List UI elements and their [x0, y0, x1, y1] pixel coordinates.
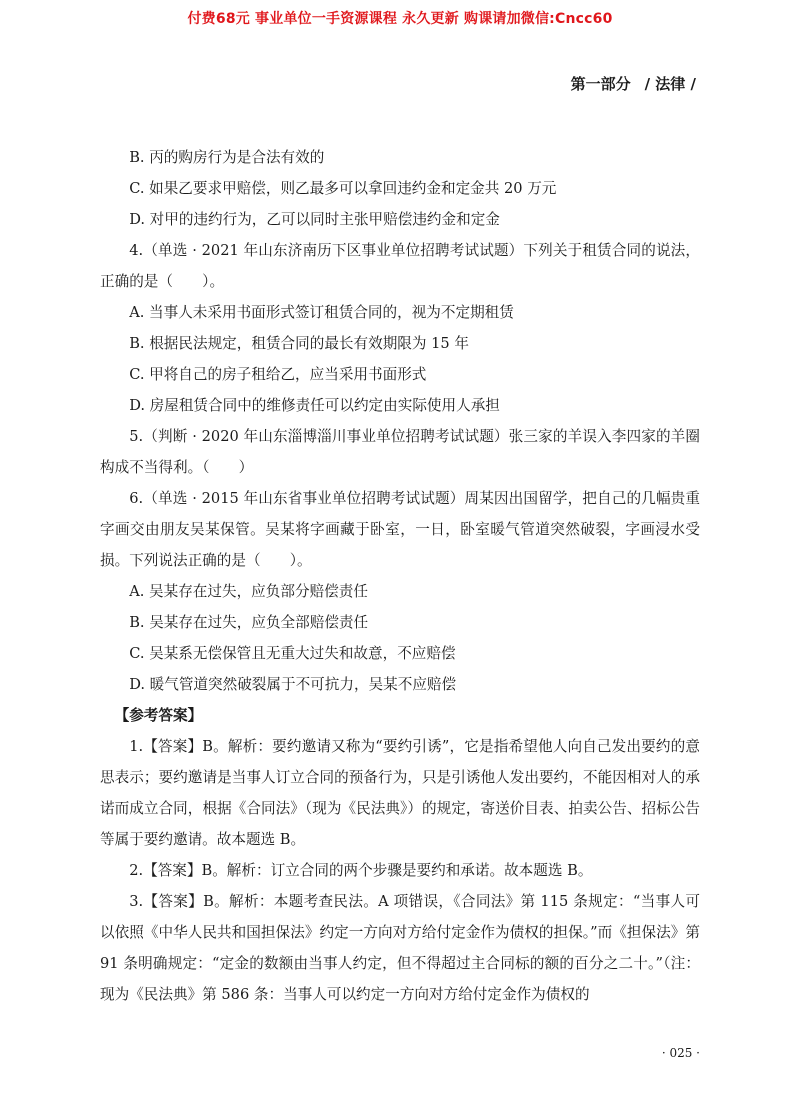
- answer-2: 2.【答案】B。解析：订立合同的两个步骤是要约和承诺。故本题选 B。: [129, 862, 593, 879]
- promo-banner: 付费68元 事业单位一手资源课程 永久更新 购课请加微信:Cncc60: [187, 11, 613, 27]
- question-4: 4.（单选 · 2021 年山东济南历下区事业单位招聘考试试题）下列关于租赁合同的说法，正确的是（ ）。: [100, 242, 700, 290]
- option-c: C. 如果乙要求甲赔偿，则乙最多可以拿回违约金和定金共 20 万元: [129, 180, 557, 197]
- page-number: · 025 ·: [661, 1046, 700, 1060]
- q4-option-a: A. 当事人未采用书面形式签订租赁合同的，视为不定期租赁: [129, 304, 514, 321]
- option-d: D. 对甲的违约行为，乙可以同时主张甲赔偿违约金和定金: [129, 211, 500, 228]
- q4-option-d: D. 房屋租赁合同中的维修责任可以约定由实际使用人承担: [129, 397, 500, 414]
- q4-option-b: B. 根据民法规定，租赁合同的最长有效期限为 15 年: [129, 335, 469, 352]
- question-5: 5.（判断 · 2020 年山东淄博淄川事业单位招聘考试试题）张三家的羊误入李四家的羊圈构成不当得利。（ ）: [100, 428, 700, 476]
- page-content: [100, 142, 700, 1010]
- answers-heading: 【参考答案】: [114, 707, 203, 724]
- q6-option-b: B. 吴某存在过失，应负全部赔偿责任: [129, 614, 369, 631]
- q6-option-d: D. 暖气管道突然破裂属于不可抗力，吴某不应赔偿: [129, 676, 457, 693]
- option-b: B. 丙的购房行为是合法有效的: [129, 149, 325, 166]
- q6-option-a: A. 吴某存在过失，应负部分赔偿责任: [129, 583, 368, 600]
- answer-3: 3.【答案】B。解析：本题考查民法。A 项错误，《合同法》第 115 条规定：“当事人可以依照《中华人民共和国担保法》约定一方向对方给付定金作为债权的担保。”而《担保法》第 91 条明确规定：“定金的数额由当事人约定，但不得超过主合同标的额的百分之二十。”（注：现为《民法典》第 586 条：当事人可以约定一方向对方给付定金作为债权的: [100, 893, 700, 1003]
- header-section: / 法律 /: [644, 75, 696, 93]
- question-6: 6.（单选 · 2015 年山东省事业单位招聘考试试题）周某因出国留学，把自己的几幅贵重字画交由朋友吴某保管。吴某将字画藏于卧室，一日，卧室暖气管道突然破裂，字画浸水受损。下列说法正确的是（ ）。: [100, 490, 700, 569]
- q4-option-c: C. 甲将自己的房子租给乙，应当采用书面形式: [129, 366, 427, 383]
- q6-option-c: C. 吴某系无偿保管且无重大过失和故意，不应赔偿: [129, 645, 456, 662]
- answer-1: 1.【答案】B。解析：要约邀请又称为“要约引诱”，它是指希望他人向自己发出要约的意思表示；要约邀请是当事人订立合同的预备行为，只是引诱他人发出要约，不能因相对人的承诺而成立合同，根据《合同法》（现为《民法典》）的规定，寄送价目表、拍卖公告、招标公告等属于要约邀请。故本题选 B。: [100, 738, 700, 848]
- header-part: 第一部分: [570, 75, 631, 93]
- page-header: [571, 73, 700, 94]
